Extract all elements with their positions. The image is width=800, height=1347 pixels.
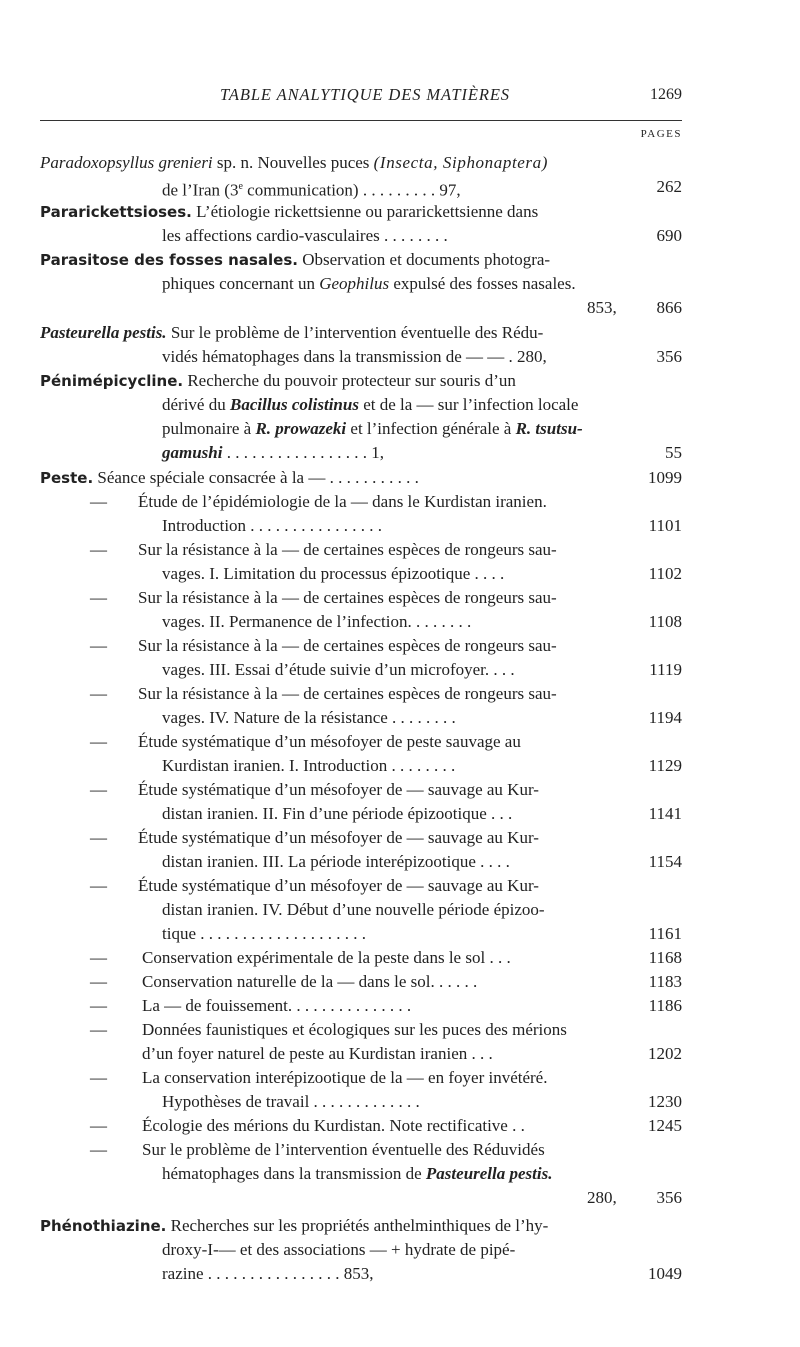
page-ref: 356 <box>656 1188 682 1207</box>
page-ref: 262 <box>656 177 682 196</box>
entry-line: phiques concernant un Geophilus expulsé des fosses nasales. <box>162 274 576 293</box>
entry-head: Phénothiazine. <box>40 1217 167 1235</box>
page-ref: 1049 <box>648 1264 682 1283</box>
sub-entry-line: — Étude systématique d’un mésofoyer de — sauvage au Kur- <box>90 780 539 799</box>
sub-entry-line: — Sur la résistance à la — de certaines espèces de rongeurs sau- <box>90 540 557 559</box>
entry-head: Paradoxopsyllus grenieri <box>40 153 213 172</box>
entry-line: droxy-I-— et des associations — + hydrate de pipé- <box>162 1240 516 1259</box>
page-ref: 1119 <box>649 660 682 679</box>
sub-entry-line: Hypothèses de travail . . . . . . . . . . . . . 1230 <box>0 1090 800 1114</box>
page-ref: 1168 <box>648 948 682 967</box>
page-ref: 866 <box>656 298 682 317</box>
entry-line: 853, 866 <box>0 296 800 320</box>
entry-line: les affections cardio-vasculaires . . . . . . . . 690 <box>0 224 800 248</box>
page-ref: 1129 <box>648 756 682 775</box>
entry-line: razine . . . . . . . . . . . . . . . . 853, 1049 <box>0 1262 800 1286</box>
sub-entry-line: distan iranien. III. La période interépizootique . . . . 1154 <box>0 850 800 874</box>
sub-entry-line: — Sur le problème de l’intervention éventuelle des Réduvidés <box>90 1140 545 1159</box>
entry-line: Pararickettsioses. L’étiologie rickettsienne ou pararickettsienne dans <box>40 202 539 221</box>
entry-head: Parasitose des fosses nasales. <box>40 251 298 269</box>
sub-entry-line: d’un foyer naturel de peste au Kurdistan iranien . . . 1202 <box>0 1042 800 1066</box>
entry-line: dérivé du Bacillus colistinus et de la — sur l’infection locale <box>162 395 579 414</box>
sub-entry-line: distan iranien. IV. Début d’une nouvelle période épizoo- <box>162 900 545 919</box>
page-ref: 1202 <box>648 1044 682 1063</box>
sub-entry-line: vages. IV. Nature de la résistance . . . . . . . . 1194 <box>0 706 800 730</box>
sub-entry-line: — Conservation naturelle de la — dans le sol. . . . . . 1183 <box>0 970 800 994</box>
entry-line: Pasteurella pestis. Sur le problème de l’intervention éventuelle des Rédu- <box>40 323 544 342</box>
sub-entry-line: — Données faunistiques et écologiques sur les puces des mérions <box>90 1020 567 1039</box>
page-ref: 1141 <box>648 804 682 823</box>
entry-line: pulmonaire à R. prowazeki et l’infection générale à R. tsutsu- <box>162 419 583 438</box>
entry-line: vidés hématophages dans la transmission de — — . 280, 356 <box>0 345 800 369</box>
page-ref: 1230 <box>648 1092 682 1111</box>
sub-entry-line: — Sur la résistance à la — de certaines espèces de rongeurs sau- <box>90 684 557 703</box>
page-ref: 1099 <box>648 468 682 487</box>
sub-entry-line: — Étude systématique d’un mésofoyer de — sauvage au Kur- <box>90 876 539 895</box>
sub-entry-line: — Étude de l’épidémiologie de la — dans le Kurdistan iranien. <box>90 492 547 511</box>
pages-column-label: PAGES <box>640 128 682 140</box>
page-ref: 1154 <box>648 852 682 871</box>
sub-entry-line: vages. III. Essai d’étude suivie d’un microfoyer. . . . 1119 <box>0 658 800 682</box>
page-number: 1269 <box>650 86 682 103</box>
page-ref: 1194 <box>648 708 682 727</box>
entry-head: Pasteurella pestis. <box>40 323 167 342</box>
sub-entry-line: — Sur la résistance à la — de certaines espèces de rongeurs sau- <box>90 588 557 607</box>
page-ref: 356 <box>656 347 682 366</box>
entry-line: gamushi . . . . . . . . . . . . . . . . . 1, 55 <box>0 441 800 465</box>
sub-entry-line: — Conservation expérimentale de la peste dans le sol . . . 1168 <box>0 946 800 970</box>
sub-entry-line: Kurdistan iranien. I. Introduction . . . . . . . . 1129 <box>0 754 800 778</box>
entry-head: Pénimépicycline. <box>40 372 184 390</box>
sub-entry-line: Introduction . . . . . . . . . . . . . . . . 1101 <box>0 514 800 538</box>
entry-line: Pénimépicycline. Recherche du pouvoir protecteur sur souris d’un <box>40 371 516 390</box>
page-ref: 1101 <box>648 516 682 535</box>
page-ref: 1245 <box>648 1116 682 1135</box>
page-ref: 690 <box>656 226 682 245</box>
page-ref: 1161 <box>648 924 682 943</box>
sub-entry-line: — Sur la résistance à la — de certaines espèces de rongeurs sau- <box>90 636 557 655</box>
entry-head: Pararickettsioses. <box>40 203 192 221</box>
entry-head: Peste. <box>40 469 94 487</box>
sub-entry-line: distan iranien. II. Fin d’une période épizootique . . . 1141 <box>0 802 800 826</box>
sub-entry-line: — La conservation interépizootique de la — en foyer invétéré. <box>90 1068 548 1087</box>
sub-entry-line: — La — de fouissement. . . . . . . . . . . . . . . 1186 <box>0 994 800 1018</box>
page-ref: 1183 <box>648 972 682 991</box>
running-header-title: TABLE ANALYTIQUE DES MATIÈRES <box>220 85 510 104</box>
entry-line: de l’Iran (3e communication) . . . . . . . . . 97, 262 <box>162 177 682 200</box>
sub-entry-line: hématophages dans la transmission de Pasteurella pestis. <box>162 1164 553 1183</box>
sub-entry-line: vages. II. Permanence de l’infection. . . . . . . . 1108 <box>0 610 800 634</box>
sub-entry-line: — Écologie des mérions du Kurdistan. Note rectificative . . 1245 <box>0 1114 800 1138</box>
header-rule <box>40 120 682 121</box>
entry-line: Peste. Séance spéciale consacrée à la — . . . . . . . . . . . 1099 <box>0 466 800 490</box>
page-ref: 1108 <box>648 612 682 631</box>
page-ref: 55 <box>665 443 682 462</box>
sub-entry-line: 280, 356 <box>0 1186 800 1210</box>
entry-line: Phénothiazine. Recherches sur les propriétés anthelminthiques de l’hy- <box>40 1216 549 1235</box>
sub-entry-line: — Étude systématique d’un mésofoyer de peste sauvage au <box>90 732 521 751</box>
sub-entry-line: — Étude systématique d’un mésofoyer de — sauvage au Kur- <box>90 828 539 847</box>
page-ref: 1186 <box>648 996 682 1015</box>
sub-entry-line: vages. I. Limitation du processus épizootique . . . . 1102 <box>0 562 800 586</box>
sub-entry-line: tique . . . . . . . . . . . . . . . . . . . . 1161 <box>0 922 800 946</box>
page-ref: 1102 <box>648 564 682 583</box>
entry-line: Paradoxopsyllus grenieri sp. n. Nouvelles puces (Insecta, Siphonaptera) <box>40 153 548 172</box>
entry-line: Parasitose des fosses nasales. Observation et documents photogra- <box>40 250 551 269</box>
